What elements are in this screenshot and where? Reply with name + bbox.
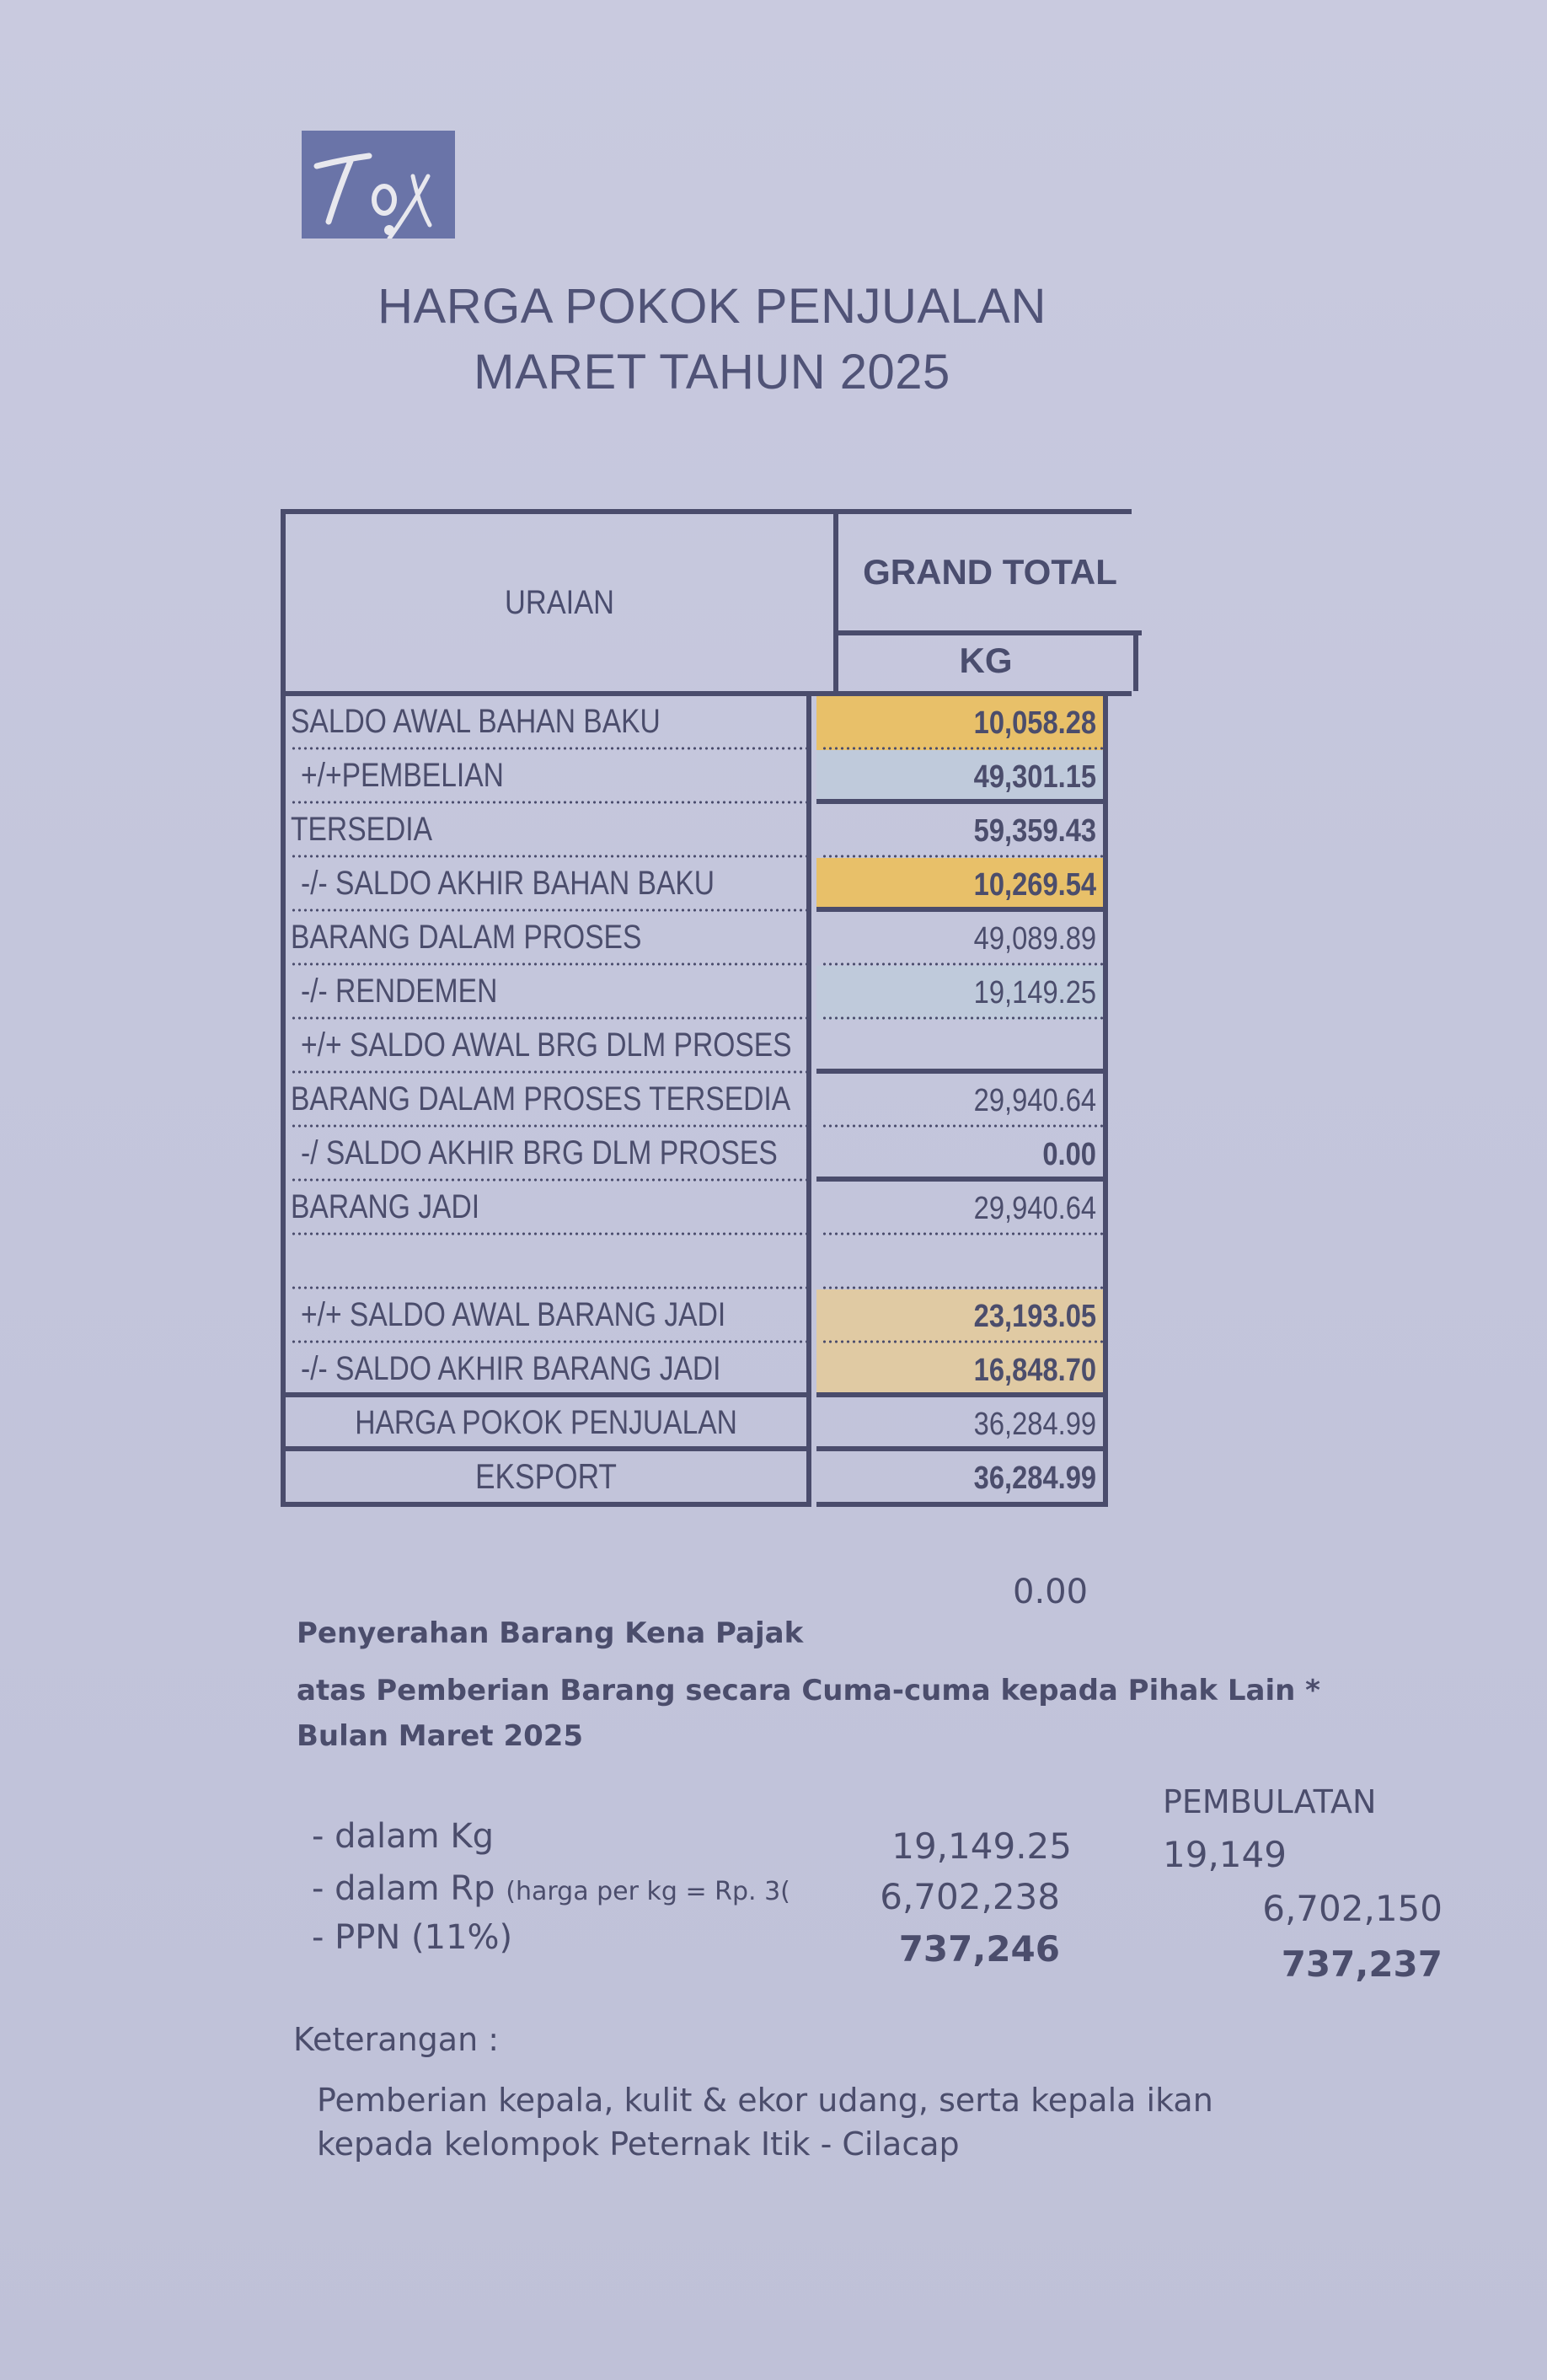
row-value: 23,193.05 bbox=[973, 1299, 1096, 1334]
row-label: BARANG JADI bbox=[291, 1188, 480, 1225]
row-value: 19,149.25 bbox=[973, 975, 1096, 1010]
table-row bbox=[281, 696, 1132, 750]
calc-label-rp-note: (harga per kg = Rp. 3( bbox=[506, 1877, 790, 1906]
row-label: BARANG DALAM PROSES bbox=[291, 919, 642, 956]
table-row bbox=[281, 1182, 1132, 1236]
page-title: HARGA POKOK PENJUALAN bbox=[377, 279, 1046, 334]
table-header bbox=[281, 509, 1132, 696]
row-value: 29,940.64 bbox=[973, 1191, 1096, 1226]
calc-label-kg: - dalam Kg bbox=[312, 1817, 494, 1856]
company-logo bbox=[302, 131, 455, 239]
calc-label-rp-text: - dalam Rp bbox=[312, 1869, 495, 1908]
calc-rounded-ppn: 737,237 bbox=[1281, 1943, 1443, 1985]
gift-heading-1: Penyerahan Barang Kena Pajak bbox=[297, 1616, 804, 1650]
row-label: HARGA POKOK PENJUALAN bbox=[355, 1404, 737, 1441]
table-row bbox=[281, 966, 1132, 1020]
calc-rounded-rp: 6,702,150 bbox=[1262, 1888, 1443, 1929]
row-value: 10,058.28 bbox=[973, 705, 1096, 741]
row-label: BARANG DALAM PROSES TERSEDIA bbox=[291, 1080, 791, 1118]
row-label: +/+PEMBELIAN bbox=[301, 757, 504, 794]
table-row bbox=[281, 1074, 1132, 1128]
remarks-line-1: Pemberian kepala, kulit & ekor udang, serta kepala ikan bbox=[317, 2082, 1213, 2119]
table-row bbox=[281, 858, 1132, 912]
row-value: 36,284.99 bbox=[973, 1407, 1096, 1442]
row-value: 29,940.64 bbox=[973, 1083, 1096, 1118]
difference-value: 0.00 bbox=[1013, 1573, 1089, 1611]
row-label: +/+ SALDO AWAL BRG DLM PROSES bbox=[301, 1027, 792, 1064]
table-row-empty bbox=[281, 1236, 1132, 1289]
calc-value-kg: 19,149.25 bbox=[891, 1825, 1072, 1867]
row-value: 0.00 bbox=[1042, 1137, 1096, 1172]
row-value: 10,269.54 bbox=[973, 867, 1096, 903]
table-row bbox=[281, 1343, 1132, 1397]
row-label: -/- RENDEMEN bbox=[301, 973, 498, 1010]
table-row bbox=[281, 1289, 1132, 1343]
header-uraian: URAIAN bbox=[505, 583, 614, 621]
table-row bbox=[281, 804, 1132, 858]
table-row-export bbox=[281, 1451, 1132, 1507]
header-grand-total: GRAND TOTAL bbox=[833, 514, 1142, 635]
table-row bbox=[281, 1128, 1132, 1182]
calc-value-rp: 6,702,238 bbox=[880, 1876, 1060, 1917]
row-value: 49,301.15 bbox=[973, 759, 1096, 795]
gift-heading-3: Bulan Maret 2025 bbox=[297, 1719, 584, 1753]
row-value: 36,284.99 bbox=[973, 1461, 1096, 1496]
calc-label-rp bbox=[312, 1869, 790, 1908]
cogs-table bbox=[281, 509, 1132, 1507]
logo-signature-icon bbox=[302, 131, 455, 239]
table-row-cogs-total bbox=[281, 1397, 1132, 1451]
row-label: -/- SALDO AKHIR BARANG JADI bbox=[301, 1350, 721, 1387]
row-label: SALDO AWAL BAHAN BAKU bbox=[291, 703, 661, 740]
row-label: TERSEDIA bbox=[291, 811, 433, 848]
row-label: -/ SALDO AKHIR BRG DLM PROSES bbox=[301, 1134, 778, 1171]
page-subtitle: MARET TAHUN 2025 bbox=[474, 345, 950, 399]
row-label: EKSPORT bbox=[475, 1456, 617, 1496]
remarks-line-2: kepada kelompok Peternak Itik - Cilacap bbox=[317, 2125, 960, 2163]
calc-rounded-kg: 19,149 bbox=[1163, 1834, 1287, 1875]
calc-value-ppn: 737,246 bbox=[898, 1928, 1060, 1970]
row-label: -/- SALDO AKHIR BAHAN BAKU bbox=[301, 865, 715, 902]
rounding-header: PEMBULATAN bbox=[1163, 1783, 1377, 1820]
calc-label-ppn: - PPN (11%) bbox=[312, 1918, 513, 1957]
gift-heading-2: atas Pemberian Barang secara Cuma-cuma kepada Pihak Lain * bbox=[297, 1674, 1320, 1707]
remarks-heading: Keterangan : bbox=[293, 2021, 500, 2058]
row-value: 49,089.89 bbox=[973, 921, 1096, 957]
row-value: 16,848.70 bbox=[973, 1353, 1096, 1388]
table-row bbox=[281, 912, 1132, 966]
row-value: 59,359.43 bbox=[973, 813, 1096, 849]
table-row bbox=[281, 750, 1132, 804]
table-row bbox=[281, 1020, 1132, 1074]
row-label: +/+ SALDO AWAL BARANG JADI bbox=[301, 1296, 726, 1333]
header-unit-kg: KG bbox=[833, 630, 1138, 691]
